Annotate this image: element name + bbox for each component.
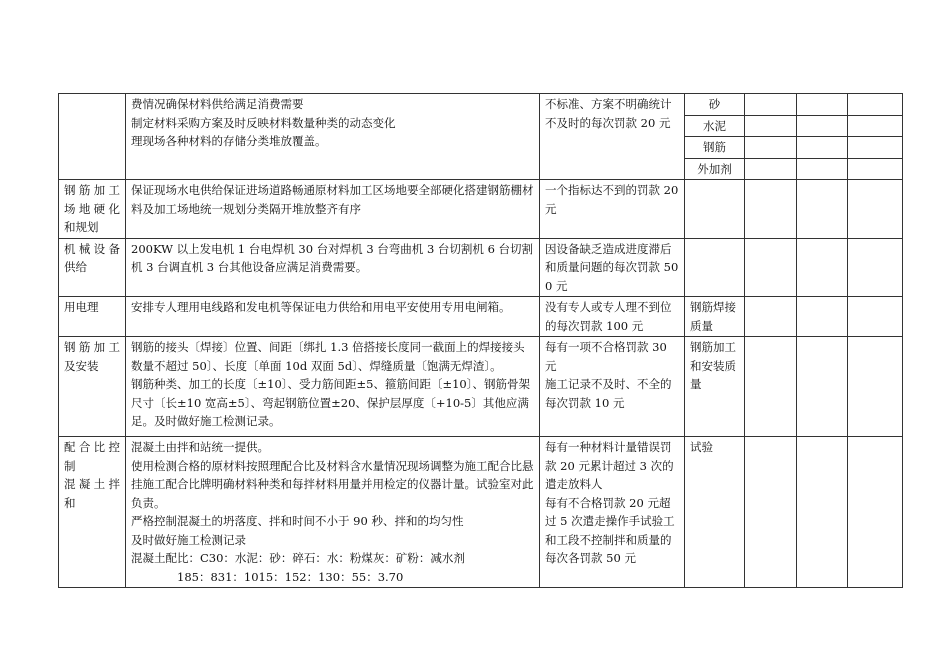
item-cell: 试验 [685,437,745,588]
blank-cell [797,337,848,437]
blank-cell [848,137,903,159]
work-standards-table [58,93,903,588]
penalty-cell: 因设备缺乏造成进度滞后和质量问题的每次罚款 500 元 [540,238,685,297]
blank-cell [745,297,797,337]
category-cell [59,437,126,588]
material-admixture: 外加剂 [685,158,745,180]
blank-cell [745,115,797,137]
blank-cell [848,158,903,180]
content-paragraph: 使用检测合格的原材料按照理配合比及材料含水量情况现场调整为施工配合比悬挂施工配合比牌明确材料种类和每拌材料用量并用检定的仪器计量。试验室对此负责。 [131,458,534,510]
mix-ratio-header: 混凝土配比：C30：水泥：砂：碎石：水：粉煤灰：矿粉：减水剂 [131,551,465,565]
content-cell: 保证现场水电供给保证进场道路畅通原材料加工区场地要全部硬化搭建钢筋棚材料及加工场地统一规划分类隔开堆放整齐有序 [126,180,540,239]
blank-cell [848,238,903,297]
blank-cell [797,180,848,239]
content-cell [126,437,540,588]
penalty-line: 每有不合格罚款 20 元超过 5 次遣走操作手试验工和工段不控制拌和质量的每次各罚款 50 元 [545,495,675,565]
content-paragraph: 钢筋的接头〔焊接〕位置、间距〔绑扎 1.3 倍搭接长度同一截面上的焊接接头数量不超过 50〕、长度〔单面 10d 双面 5d〕、焊缝质量〔饱满无焊渣〕。 [131,340,525,373]
item-cell [685,180,745,239]
penalty-cell [540,437,685,588]
blank-cell [797,94,848,116]
penalty-line: 施工记录不及时、不全的每次罚款 10 元 [545,377,672,410]
blank-cell [745,437,797,588]
category-cell: 用电理 [59,297,126,337]
penalty-cell: 不标准、方案不明确统计不及时的每次罚款 20 元 [540,94,685,180]
blank-cell [797,297,848,337]
content-paragraph: 钢筋种类、加工的长度〔±10〕、受力筋间距±5、箍筋间距〔±10〕、钢筋骨架尺寸〔长±10 宽高±5〕、弯起钢筋位置±20、保护层厚度〔+10-5〕其他应满足。及时做好施工检测记录。 [131,377,530,428]
blank-cell [848,337,903,437]
blank-cell [848,437,903,588]
content-cell: 安排专人理用电线路和发电机等保证电力供给和用电平安使用专用电闸箱。 [126,297,540,337]
item-cell [685,238,745,297]
table-row [59,180,903,239]
penalty-cell [540,337,685,437]
category-line: 混凝土拌和 [64,477,120,510]
blank-cell [848,297,903,337]
table-row [59,94,903,116]
blank-cell [797,115,848,137]
content-paragraph: 及时做好施工检测记录 [131,532,246,547]
content-paragraph: 严格控制混凝土的坍落度、拌和时间不小于 90 秒、拌和的均匀性 [131,514,464,528]
blank-cell [797,158,848,180]
content-line: 制定材料采购方案及时反映材料数量种类的动态变化 [131,115,396,130]
blank-cell [848,94,903,116]
blank-cell [797,238,848,297]
material-cement: 水泥 [685,115,745,137]
content-cell: 200KW 以上发电机 1 台电焊机 30 台对焊机 3 台弯曲机 3 台切割机 6 台切割机 3 台调直机 3 台其他设备应满足消费需要。 [126,238,540,297]
blank-cell [745,180,797,239]
content-line: 费情况确保材料供给满足消费需要 [131,97,304,111]
penalty-cell: 一个指标达不到的罚款 20 元 [540,180,685,239]
blank-cell [797,137,848,159]
category-cell: 钢筋加工场地硬化和规划 [59,180,126,239]
material-sand: 砂 [685,94,745,116]
item-cell: 钢筋焊接质量 [685,297,745,337]
blank-cell [745,94,797,116]
content-paragraph: 混凝土由拌和站统一提供。 [131,440,269,454]
penalty-line: 每有一项不合格罚款 30 元 [545,340,667,373]
content-cell [126,94,540,180]
category-cell: 钢筋加工及安装 [59,337,126,437]
category-line: 配合比控制 [64,440,120,473]
material-rebar: 钢筋 [685,137,745,159]
table-row [59,437,903,588]
table-row [59,337,903,437]
blank-cell [848,115,903,137]
category-cell [59,94,126,180]
category-cell: 机械设备供给 [59,238,126,297]
blank-cell [848,180,903,239]
content-cell [126,337,540,437]
penalty-cell: 没有专人或专人理不到位的每次罚款 100 元 [540,297,685,337]
table-row [59,238,903,297]
blank-cell [745,337,797,437]
mix-ratio-values: 185：831：1015：152：130：55：3.70 [177,569,404,584]
blank-cell [745,137,797,159]
content-line: 理现场各种材料的存储分类堆放覆盖。 [131,134,327,148]
blank-cell [745,158,797,180]
table-row [59,297,903,337]
blank-cell [797,437,848,588]
item-cell: 钢筋加工和安装质量 [685,337,745,437]
penalty-line: 每有一种材料计量错误罚款 20 元累计超过 3 次的遣走放料人 [545,440,674,491]
blank-cell [745,238,797,297]
